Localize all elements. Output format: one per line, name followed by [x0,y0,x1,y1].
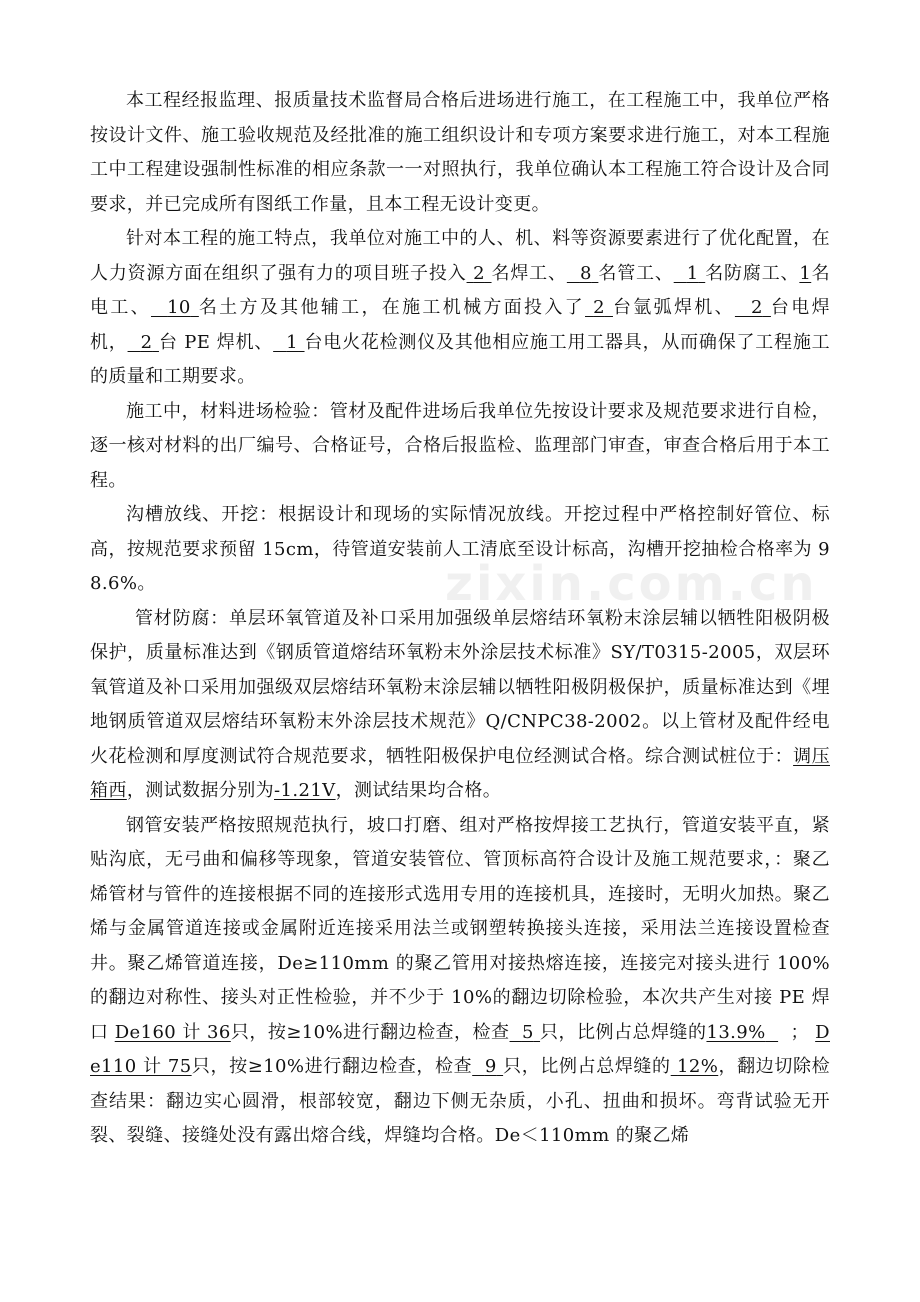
pipefitter-count: 8 [579,262,592,284]
text-run: 台 PE 焊机、 [158,331,274,353]
text-run: 只，按≥10%进行翻边检查，检查 [191,1056,473,1077]
text-run: 只，比例占总焊缝的 [540,1021,707,1043]
text-run: 台电火花检测仪及其他相应施工用工器具，从而确保了工程施工的质量和工期要求。 [90,331,831,387]
text-run: 只，比例占总焊缝的 [503,1056,671,1077]
text-run: 名管工、 [598,262,674,284]
text-run: ，翻边切除检查结果：翻边实心圆滑，根部较宽，翻边下侧无杂质，小孔、扭曲和损坏。弯背试验无开裂、裂缝、接缝处没有露出熔合线，焊缝均合格。De＜110mm 的聚乙烯 [90,1056,830,1146]
watermark: zixin.com.cn [445,556,818,612]
text-run: 台氩弧焊机、 [612,297,735,318]
test-pile-location: 调压箱西 [90,745,830,801]
de160-weld-count: De160 计 36 [114,1021,231,1043]
earthwork-worker-count: 10 [167,297,191,318]
text-run: ； [790,1021,809,1043]
spark-tester-count: 1 [286,331,299,353]
welder-count: 2 [473,262,485,284]
text-run: 名防腐工、 [705,262,800,284]
de110-checked-count: 9 [484,1056,497,1077]
anticorrosion-worker-count: 1 [686,262,699,284]
paragraph-pipe-installation [90,809,830,1154]
text-run: ，测试数据分别为 [126,780,275,801]
text-run: 沟槽放线、开挖：根据设计和现场的实际情况放线。开挖过程中严格控制好管位、标高，按规范要求预留 15cm，待管道安装前人工清底至设计标高，沟槽开挖抽检合格率为 98.6%。 [90,504,830,594]
argon-arc-welder-count: 2 [593,297,605,318]
text-run: 施工中，材料进场检验：管材及配件进场后我单位先按设计要求及规范要求进行自检，逐一核对材料的出厂编号、合格证号，合格后报监检、监理部门审查，审查合格后用于本工程。 [90,400,830,491]
de160-checked-count: 5 [521,1021,534,1043]
text-run: 名土方及其他辅工，在施工机械方面投入了 [198,297,586,318]
paragraph-compliance [90,84,830,222]
text-run: 本工程经报监理、报质量技术监督局合格后进场进行施工，在工程施工中，我单位严格按设计文件、施工验收规范及经批准的施工组织设计和专项方案要求进行施工，对本工程施工中工程建设强制性标准的相应条款一一对照执行，我单位确认本工程施工符合设计及合同要求，并已完成所有图纸工作量，且本工程无设计变更。 [90,90,830,215]
document-body [90,84,830,1154]
paragraph-resources [90,222,830,395]
electrician-count: 1 [799,262,812,284]
text-run: 名焊工、 [491,262,567,284]
text-run: 针对本工程的施工特点，我单位对施工中的人、机、料等资源要素进行了优化配置，在人力资源方面在组织了强有力的项目班子投入 [90,228,830,284]
pe-welder-count: 2 [140,331,153,353]
electric-welder-count: 2 [751,297,763,318]
text-run: 管材防腐：单层环氧管道及补口采用加强级单层熔结环氧粉末涂层辅以牺牲阳极阴极保护，质量标准达到《钢质管道熔结环氧粉末外涂层技术标准》SY/T0315-2005，双层环氧管道及补口采用加强级双层熔结环氧粉末涂层辅以牺牲阳极阴极保护，质量标准达到《埋地钢质管道双层熔结环氧粉末外涂层技术规范》Q/CNPC38-2002。以上管材及配件经电火花检测和厚度测试符合规范要求，牺牲阳极保护电位经测试合格。综合测试桩位于： [90,607,830,767]
text-run: 钢管安装严格按照规范执行，坡口打磨、组对严格按焊接工艺执行，管道安装平直，紧贴沟底，无弓曲和偏移等现象，管道安装管位、管顶标高符合设计及施工规范要求，：聚乙烯管材与管件的连接根据不同的连接形式选用专用的连接机具，连接时，无明火加热。聚乙烯与金属管道连接或金属附近连接采用法兰或钢塑转换接头连接，采用法兰连接设置检查井。聚乙烯管道连接，De≥110mm 的聚乙管用对接热熔连接，连接完对接头进行 100%的翻边对称性、接头对正性检验，并不少于 10%的翻边切除检验，本次共产生对接 PE 焊口 [90,814,830,1043]
text-run: ，测试结果均合格。 [335,780,502,801]
text-run: 名电工、 [90,262,831,318]
paragraph-anticorrosion [90,602,830,809]
paragraph-material-inspection [90,395,830,499]
de160-ratio: 13.9% [706,1021,766,1043]
de110-ratio: 12% [677,1056,719,1077]
text-run: 只，按≥10%进行翻边检查，检查 [230,1021,510,1043]
paragraph-trench [90,498,830,602]
text-run: 台电焊机， [90,297,830,353]
de110-weld-count: De110 计 75 [90,1021,830,1077]
test-value: -1.21V [274,780,336,801]
